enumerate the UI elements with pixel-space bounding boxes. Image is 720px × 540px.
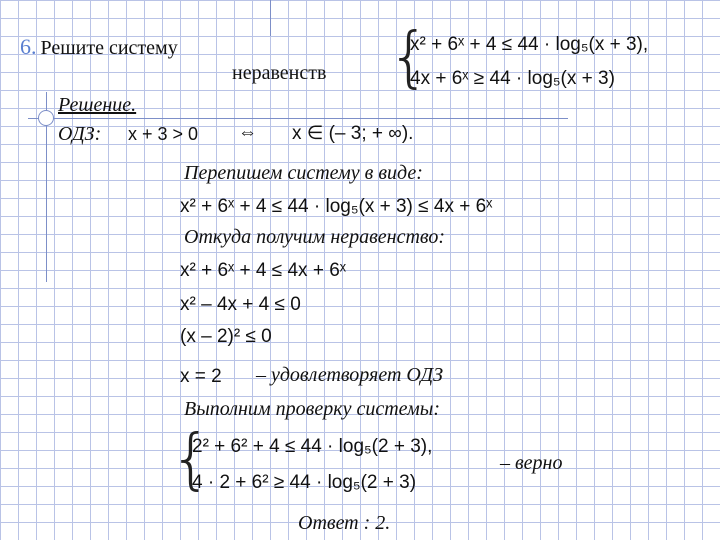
derive-label: Откуда получим неравенство: xyxy=(184,226,445,248)
top-margin-line xyxy=(270,0,271,36)
problem-text-line1: Решите систему xyxy=(40,37,178,59)
bullet-circle-icon xyxy=(38,110,54,126)
system-brace-icon: { xyxy=(388,18,430,95)
check-line2: 4 · 2 + 6² ≥ 44 · log₅(2 + 3) xyxy=(192,472,417,493)
odz-result: x ∈ (– 3; + ∞). xyxy=(292,123,414,144)
check-note: – верно xyxy=(500,452,563,474)
solution-heading: Решение. xyxy=(58,94,137,116)
answer: Ответ : 2. xyxy=(298,512,391,534)
system-line2: 4x + 6ˣ ≥ 44 · log₅(x + 3) xyxy=(410,68,615,89)
inequality-step3: (x – 2)² ≤ 0 xyxy=(180,326,272,347)
horizontal-rule xyxy=(28,118,568,119)
check-brace-icon: { xyxy=(170,420,212,497)
root-note: – удовлетворяет ОДЗ xyxy=(256,364,443,386)
rewrite-expression: x² + 6ˣ + 4 ≤ 44 · log₅(x + 3) ≤ 4x + 6ˣ xyxy=(180,196,493,217)
system-line1: x² + 6ˣ + 4 ≤ 44 · log₅(x + 3), xyxy=(410,34,649,55)
odz-label: ОДЗ: xyxy=(58,123,102,145)
check-label: Выполним проверку системы: xyxy=(184,398,441,420)
check-line1: 2² + 6² + 4 ≤ 44 · log₅(2 + 3), xyxy=(192,436,433,457)
problem-number: 6. xyxy=(20,34,37,59)
inequality-step2: x² – 4x + 4 ≤ 0 xyxy=(180,294,301,315)
equivalence-icon: ⇔ xyxy=(238,122,257,143)
inequality-step1: x² + 6ˣ + 4 ≤ 4x + 6ˣ xyxy=(180,260,347,281)
problem-text-line2: неравенств xyxy=(232,62,327,84)
odz-condition: x + 3 > 0 xyxy=(128,124,199,144)
problem-title xyxy=(20,34,178,60)
root-value: x = 2 xyxy=(180,366,222,387)
rewrite-label: Перепишем систему в виде: xyxy=(184,162,423,184)
